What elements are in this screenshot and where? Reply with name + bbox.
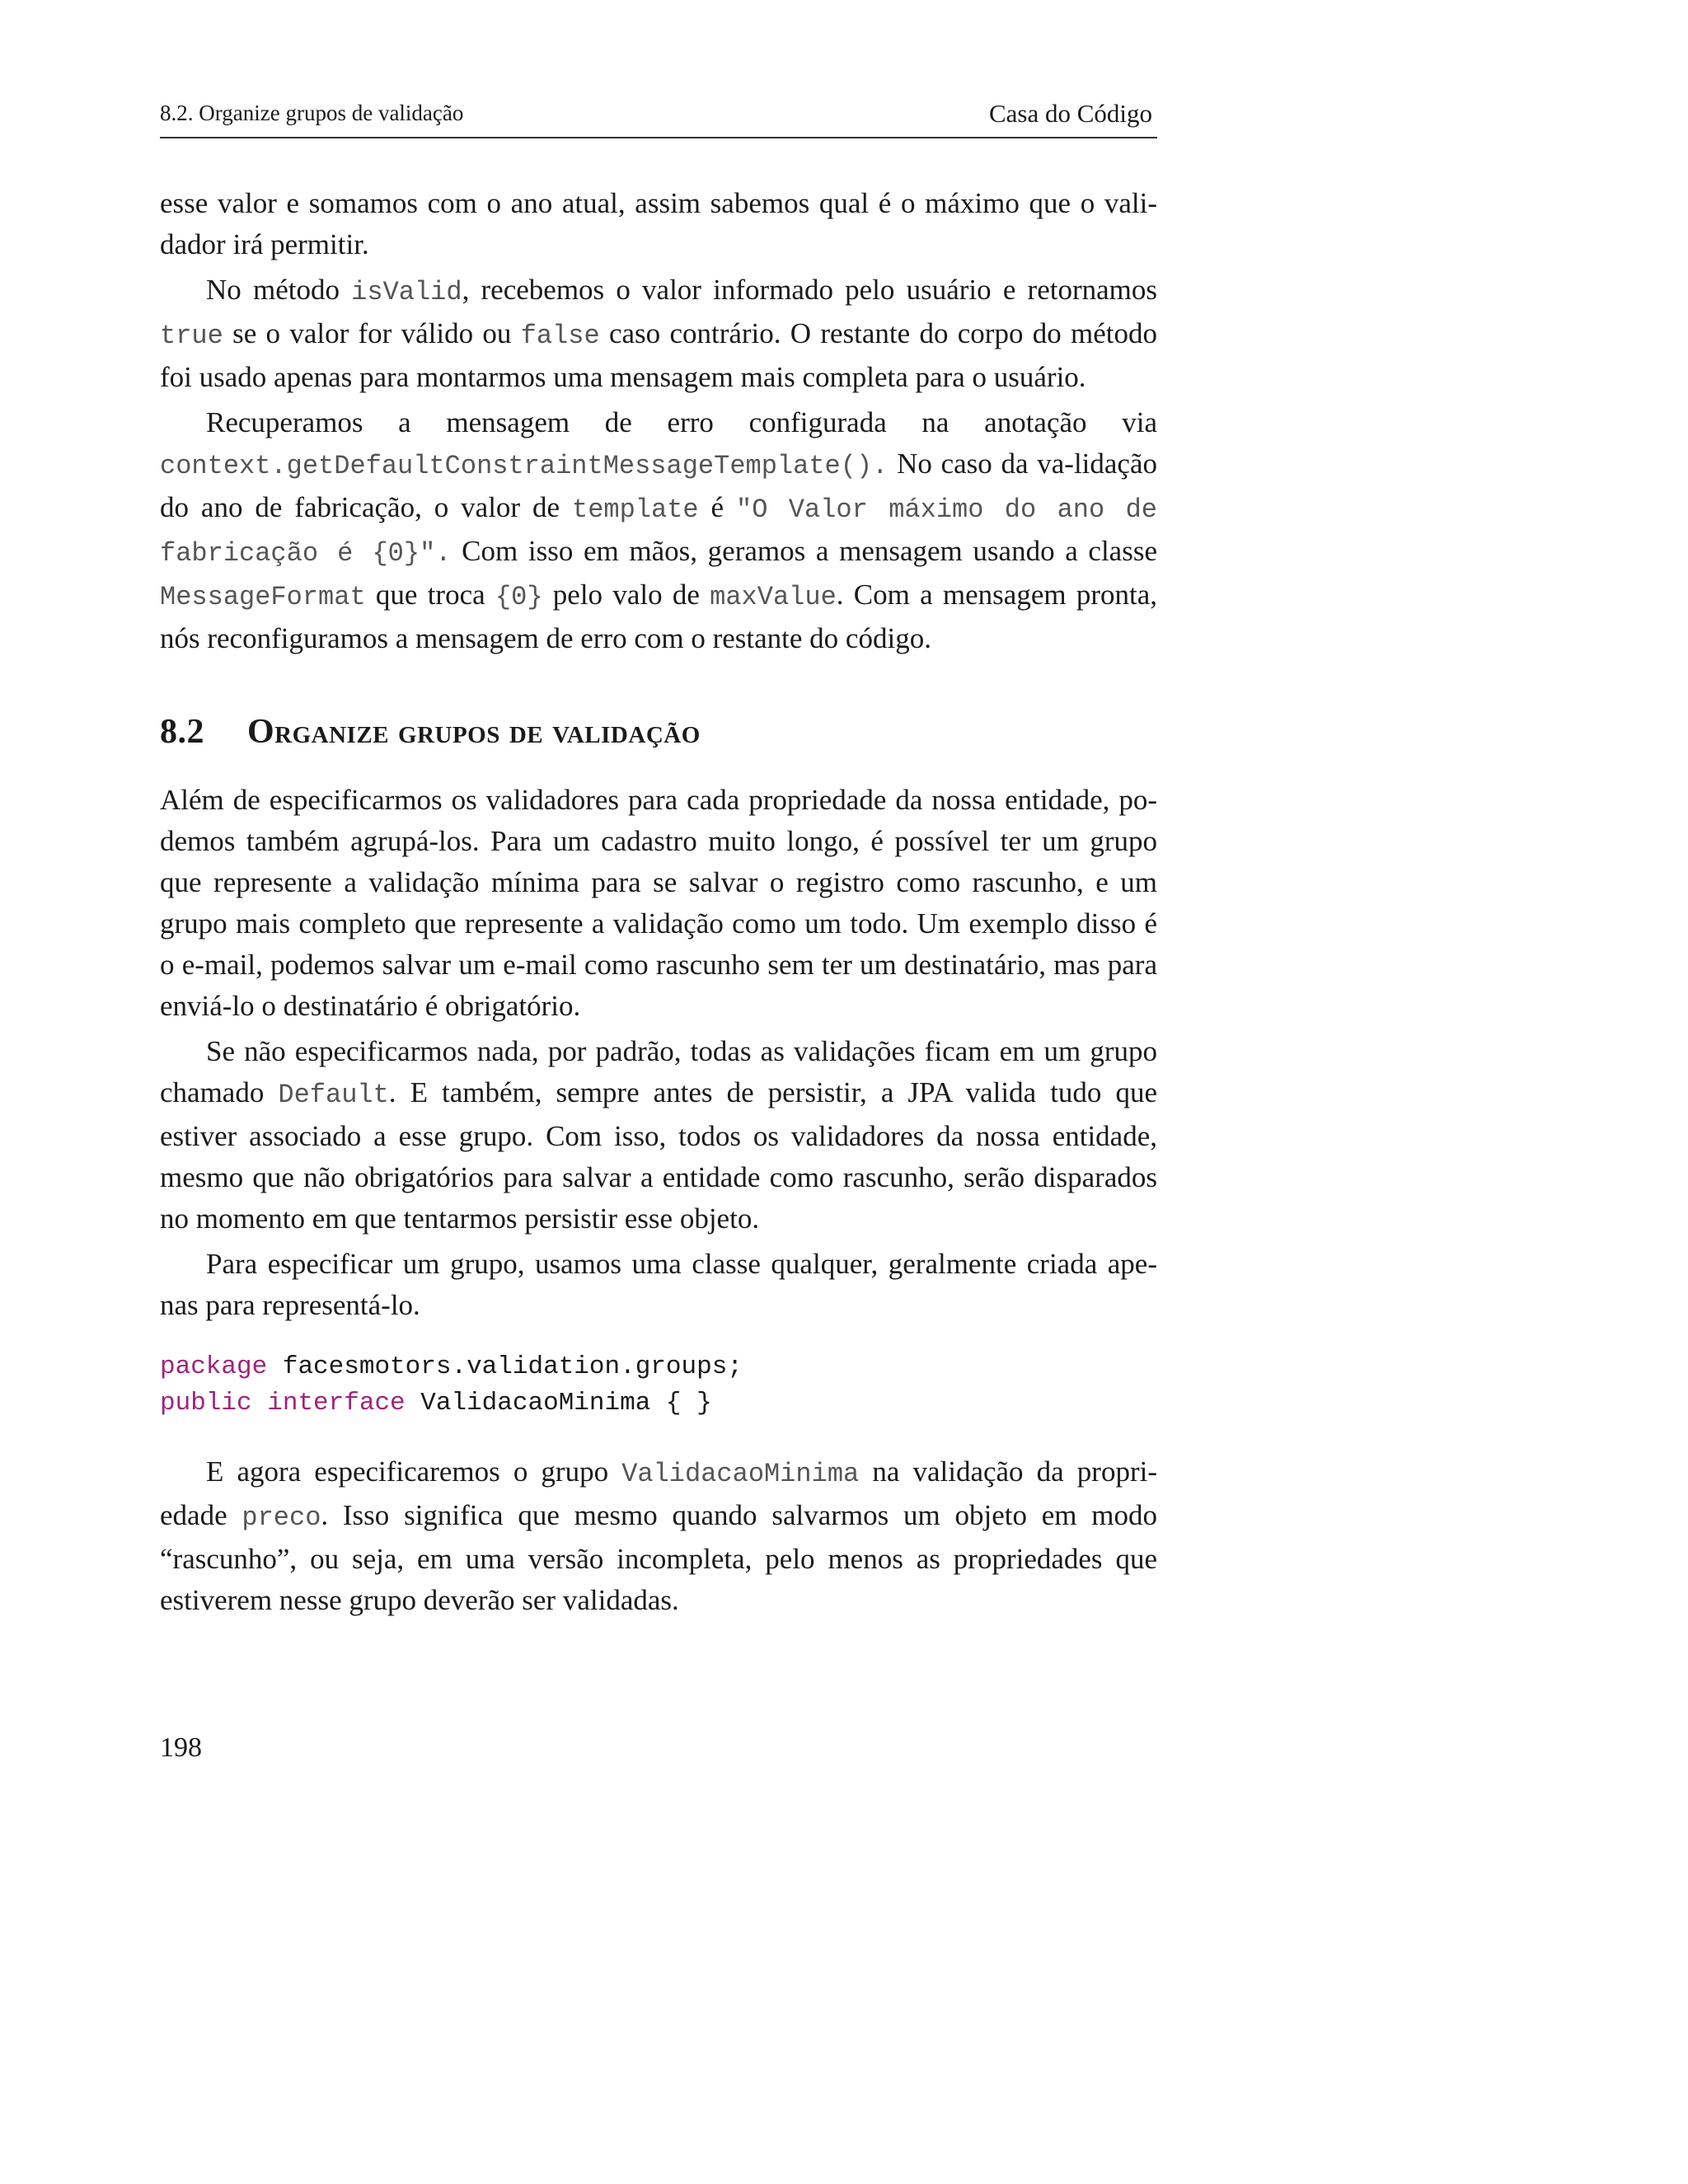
inline-code: ValidacaoMinima <box>621 1459 860 1489</box>
code-keyword: package <box>160 1352 268 1381</box>
paragraph-text: Se não especificarmos nada, por padrão, todas as validações ficam em um grupo chamado <box>160 1035 1157 1108</box>
inline-code: "O Valor máximo do ano de fabricação é {0}". <box>160 494 1157 569</box>
page-content <box>160 183 1157 1621</box>
paragraph-text: Com isso em mãos, geramos a mensagem usando a classe <box>451 535 1157 567</box>
code-keyword: public <box>160 1389 252 1418</box>
section-heading <box>160 709 1157 755</box>
paragraph-5 <box>160 1031 1157 1240</box>
paragraph-7 <box>160 1451 1157 1621</box>
header-section-title: 8.2. Organize grupos de validação <box>160 101 464 125</box>
paragraph-text: . E também, sempre antes de persistir, a JPA valida tudo que estiver associado a esse grupo. Com isso, todos os validadores da nossa entidade, mesmo que não obrigatórios para salvar a entidade como rascunho, serão disparados no momento em que tentarmos persistir esse objeto. <box>160 1076 1158 1235</box>
paragraph-text: Para especificar um grupo, usamos uma classe qualquer, geralmente criada ape-nas para representá-lo. <box>160 1248 1157 1321</box>
paragraph-4 <box>160 780 1157 1027</box>
code-keyword: interface <box>267 1389 406 1418</box>
paragraph-text: que troca <box>365 579 495 611</box>
paragraph-text: , recebemos o valor informado pelo usuário e retornamos <box>462 274 1158 306</box>
inline-code: template <box>571 494 699 525</box>
inline-code: isValid <box>351 277 462 307</box>
paragraph-3 <box>160 402 1157 659</box>
paragraph-text: . Com a mensagem pronta, nós reconfiguramos a mensagem de erro com o restante do código. <box>160 579 1158 654</box>
inline-code: context.getDefaultConstraintMessageTemplate(). <box>160 451 889 481</box>
paragraph-text: E agora especificaremos o grupo <box>206 1455 622 1488</box>
inline-code: preco <box>241 1502 321 1533</box>
paragraph-text: No método <box>206 274 352 306</box>
section-number: 8.2 <box>160 713 204 751</box>
paragraph-text: pelo valo de <box>542 579 710 611</box>
paragraph-1 <box>160 183 1157 265</box>
section-title: Organize grupos de validação <box>247 713 701 751</box>
code-text <box>252 1389 268 1418</box>
paragraph-text: Além de especificarmos os validadores para cada propriedade da nossa entidade, po-demos também agrupá-los. Para um cadastro muito longo, é possível ter um grupo que represente a validação mínima para se salvar o registro como rascunho, e um grupo mais completo que represente a validação como um todo. Um exemplo disso é o e-mail, podemos salvar um e-mail como rascunho sem ter um destinatário, mas para enviá-lo o destinatário é obrigatório. <box>160 784 1157 1022</box>
paragraph-text: esse valor e somamos com o ano atual, assim sabemos qual é o máximo que o vali-dador irá permitir. <box>160 187 1157 260</box>
paragraph-text: na validação da propri-edade <box>160 1455 1157 1531</box>
paragraph-6 <box>160 1244 1157 1326</box>
inline-code: false <box>520 321 600 351</box>
inline-code: {0} <box>495 582 543 612</box>
inline-code: maxValue <box>710 582 837 612</box>
paragraph-text: caso contrário. O restante do corpo do método foi usado apenas para montarmos uma mensagem mais completa para o usuário. <box>160 317 1157 393</box>
header-publisher: Casa do Código <box>988 99 1152 128</box>
inline-code: MessageFormat <box>160 582 366 612</box>
paragraph-text: se o valor for válido ou <box>223 317 521 349</box>
code-listing <box>160 1349 1157 1422</box>
inline-code: Default <box>278 1080 389 1110</box>
paragraph-text: Recuperamos a mensagem de erro configurada na anotação via <box>206 406 1157 438</box>
paragraph-text: é <box>698 491 737 523</box>
page-number: 198 <box>160 1732 202 1763</box>
inline-code: true <box>160 321 223 351</box>
running-header <box>160 97 1157 138</box>
paragraph-text: No caso da va-lidação do ano de fabricação, o valor de <box>160 448 1157 523</box>
paragraph-text: . Isso significa que mesmo quando salvarmos um objeto em modo “rascunho”, ou seja, em uma versão incompleta, pelo menos as propriedades que estiverem nesse grupo deverão ser validadas. <box>160 1499 1157 1616</box>
paragraph-2 <box>160 269 1157 398</box>
code-text: ValidacaoMinima { } <box>405 1389 712 1418</box>
code-text: facesmotors.validation.groups; <box>267 1352 743 1381</box>
